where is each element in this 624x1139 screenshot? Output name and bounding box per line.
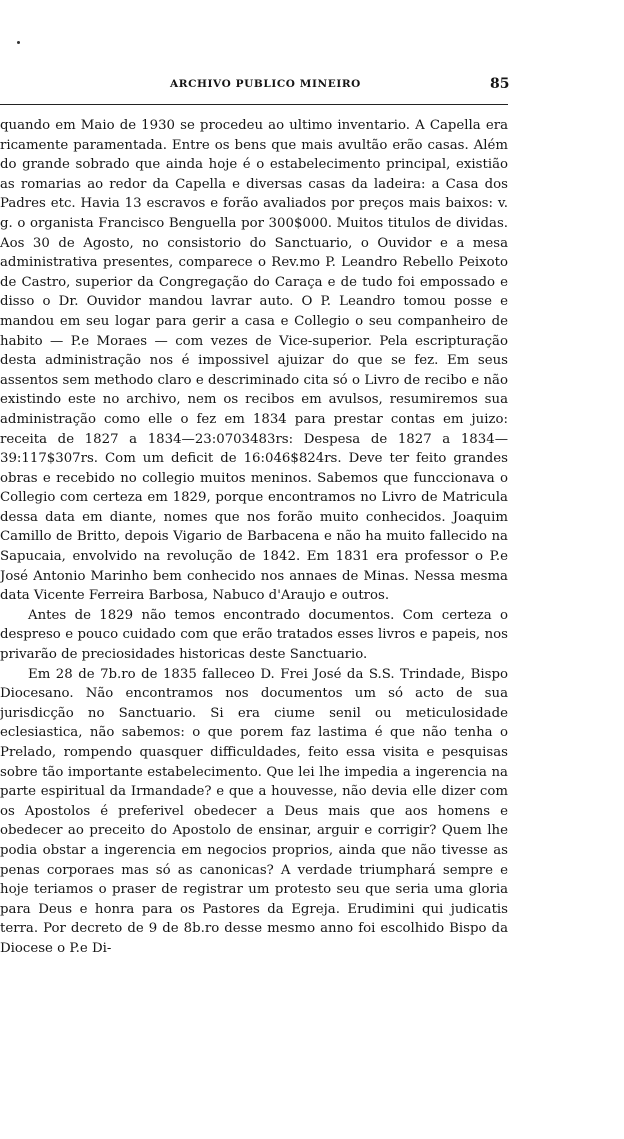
paragraph-2: Antes de 1829 não temos encontrado documentos. Com certeza o despreso e pouco cuidado com que erão tratados esses livros e papeis, nos privarão de preciosidades historicas deste Sanctuario.	[0, 607, 508, 663]
paragraph-1: quando em Maio de 1930 se procedeu ao ultimo inventario. A Capella era ricamente paramentada. Entre os bens que mais avultão erão casas. Além do grande sobrado que ainda hoje é o estabelecimento principal, existião as romarias ao redor da Capella e diversas casas da ladeira: a Casa dos Padres etc. Havia 13 escravos e forão avaliados por preços mais baixos: v. g. o organista Francisco Benguella por 300$000. Muitos titulos de dividas. Aos 30 de Agosto, no consistorio do Sanctuario, o Ouvidor e a mesa administrativa presentes, comparece o Rev.mo P. Leandro Rebello Peixoto de Castro, superior da Congregação do Caraça e de tudo foi empossado e disso o Dr. Ouvidor mandou lavrar auto. O P. Leandro tomou posse e mandou em seu logar para gerir a casa e Collegio o seu companheiro de habito — P.e Moraes — com vezes de Vice-superior. Pela escripturação desta administração nos é impossivel ajuizar do que se fez. Em seus assentos sem methodo claro e descriminado cita só o Livro de recibo e não existindo este no archivo, nem os recibos em avulsos, resumiremos sua administração como elle o fez em 1834 para prestar contas em juizo: receita de 1827 a 1834—23:0703483rs: Despesa de 1827 a 1834—39:117$307rs. Com um deficit de 16:046$824rs. Deve ter feito grandes obras e recebido no collegio muitos meninos. Sabemos que funccionava o Collegio com certeza em 1829, porque encontramos no Livro de Matricula dessa data em diante, nomes que nos forão muito conhecidos. Joaquim Camillo de Britto, depois Vigario de Barbacena e não ha muito fallecido na Sapucaia, envolvido na revolução de 1842. Em 1831 era professor o P.e José Antonio Marinho bem conhecido nos annaes de Minas. Nessa mesma data Vicente Ferreira Barbosa, Nabuco d'Araujo e outros.	[0, 118, 508, 604]
body-text	[0, 116, 508, 959]
speck-mark	[17, 41, 20, 44]
header-rule	[0, 104, 508, 105]
paragraph-3: Em 28 de 7b.ro de 1835 falleceo D. Frei José da S.S. Trindade, Bispo Diocesano. Não encontramos nos documentos um só acto de sua jurisdicção no Sanctuario. Si era ciume senil ou meticulosidade eclesiastica, não sabemos: o que porem faz lastima é que não tenha o Prelado, rompendo quasquer difficuldades, feito essa visita e pesquisas sobre tão importante estabelecimento. Que lei lhe impedia a ingerencia na parte espiritual da Irmandade? e que a houvesse, não devia elle dizer com os Apostolos é preferivel obedecer a Deus mais que aos homens e obedecer ao preceito do Apostolo de ensinar, arguir e corrigir? Quem lhe podia obstar a ingerencia em negocios proprios, ainda que não tivesse as penas corporaes mas só as canonicas? A verdade triumphará sempre e hoje teriamos o praser de registrar um protesto seu que seria uma gloria para Deus e honra para os Pastores da Egreja. Erudimini qui judicatis terra. Por decreto de 9 de 8b.ro desse mesmo anno foi escolhido Bispo da Diocese o P.e Di-	[0, 666, 508, 956]
page-header	[0, 78, 508, 98]
page-number: 85	[490, 76, 510, 92]
running-title: ARCHIVO PUBLICO MINEIRO	[170, 78, 361, 90]
